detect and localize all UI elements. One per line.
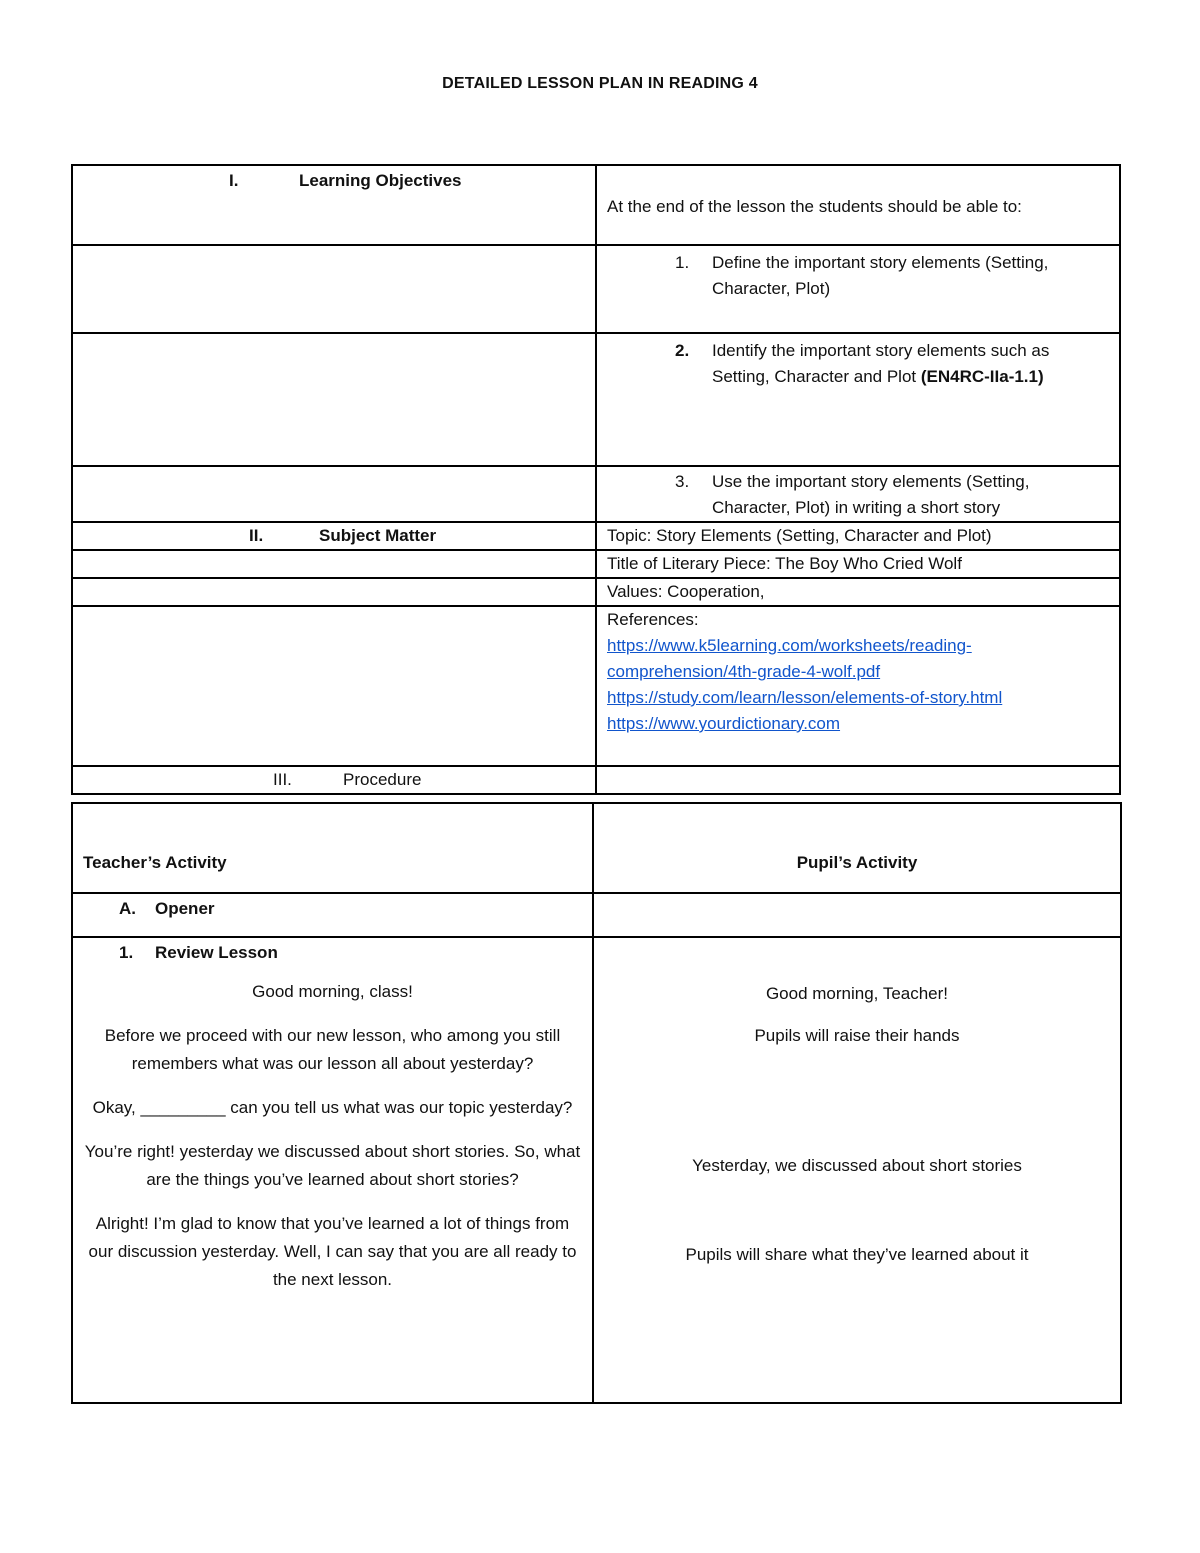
objective-cell [596,245,1120,333]
literary-piece-text: Title of Literary Piece: The Boy Who Cried Wolf [607,554,962,573]
values-text: Values: Cooperation, [607,582,765,601]
objective-row [72,333,1120,466]
subject-matter-heading: Subject Matter [319,526,437,545]
teacher-line: Alright! I’m glad to know that you’ve learned a lot of things from our discussion yesterday. Well, I can say that you are all ready to the next lesson. [88,1214,577,1289]
objectives-heading-cell [72,165,596,245]
opener-letter: A. [119,899,136,918]
curriculum-code: (EN4RC-IIa-1.1) [920,367,1044,386]
teacher-line: Good morning, class! [252,982,413,1001]
procedure-heading: Procedure [343,770,422,789]
subject-matter-heading-cell [72,522,596,550]
reference-link-k5learning[interactable]: https://www.k5learning.com/worksheets/reading-comprehension/4th-grade-4-wolf.pdf [607,636,972,681]
references-cell [596,606,1120,766]
opener-row [72,893,1121,937]
procedure-numeral: III. [273,770,292,789]
activity-header-row [72,803,1121,893]
objectives-intro-cell [596,165,1120,245]
pupil-line: Yesterday, we discussed about short stories [692,1156,1022,1175]
review-number: 1. [119,943,134,962]
objectives-intro: At the end of the lesson the students should be able to: [607,197,1022,216]
objectives-header-row [72,165,1120,245]
pupil-line: Pupils will raise their hands [754,1026,960,1045]
objective-cell [596,333,1120,466]
objective-row [72,466,1120,522]
references-label: References: [607,610,699,629]
pupil-header-cell [593,803,1121,893]
topic-cell [596,522,1120,550]
teacher-activity-header: Teacher’s Activity [83,853,227,872]
objective-number: 3. [675,472,690,491]
review-row [72,937,1121,1403]
reference-link-study[interactable]: https://study.com/learn/lesson/elements-of-story.html [607,688,1003,707]
teacher-activity-cell [72,937,593,1403]
procedure-row [72,766,1120,794]
procedure-heading-cell [72,766,596,794]
objective-cell [596,466,1120,522]
pupil-activity-header: Pupil’s Activity [796,853,918,872]
values-cell [596,578,1120,606]
references-row [72,606,1120,766]
values-row [72,578,1120,606]
objectives-numeral: I. [229,171,239,190]
topic-text: Topic: Story Elements (Setting, Character and Plot) [607,526,992,545]
opener-cell [72,893,593,937]
teacher-header-cell [72,803,593,893]
pupil-activity-cell [593,937,1121,1403]
activity-table [71,802,1122,1404]
literary-piece-row [72,550,1120,578]
opener-label: Opener [155,899,215,918]
page-title: DETAILED LESSON PLAN IN READING 4 [442,75,758,92]
objectives-heading: Learning Objectives [299,171,462,190]
objective-text: Identify the important story elements such as Setting, Character and Plot (EN4RC-IIa-1.1) [712,341,1050,386]
subject-matter-row [72,522,1120,550]
lesson-plan-table [71,164,1121,795]
objective-text: Use the important story elements (Setting, Character, Plot) in writing a short story [712,472,1030,517]
objective-number: 2. [675,341,690,360]
pupil-line: Good morning, Teacher! [765,984,949,1003]
reference-link-yourdictionary[interactable]: https://www.yourdictionary.com [607,714,841,733]
teacher-line: You’re right! yesterday we discussed about short stories. So, what are the things you’ve learned about short stories? [84,1142,581,1189]
review-label: Review Lesson [155,943,278,962]
objective-number: 1. [675,253,690,272]
subject-matter-numeral: II. [249,526,264,545]
teacher-line: Before we proceed with our new lesson, who among you still remembers what was our lesson all about yesterday? [104,1026,561,1073]
pupil-line: Pupils will share what they’ve learned about it [685,1245,1029,1264]
teacher-line: Okay, _________ can you tell us what was our topic yesterday? [92,1098,573,1117]
objective-text: Define the important story elements (Setting, Character, Plot) [712,253,1049,298]
objective-row [72,245,1120,333]
literary-piece-cell [596,550,1120,578]
